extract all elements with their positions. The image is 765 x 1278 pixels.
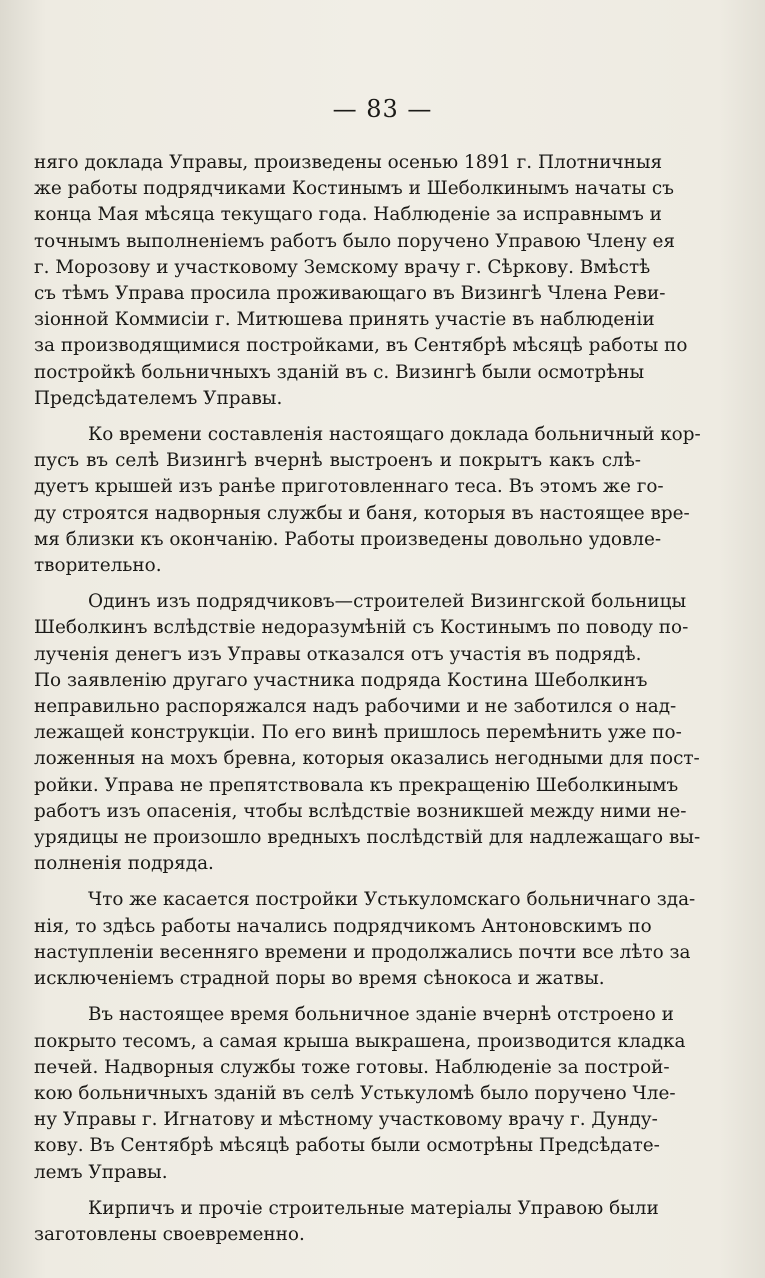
text-line: покрыто тесомъ, а самая крыша выкрашена, производится кладка (34, 1030, 686, 1052)
text-line: лемъ Управы. (34, 1161, 168, 1183)
text-line: полненія подряда. (34, 853, 214, 875)
text-line: лежащей конструкціи. По его винѣ пришлось перемѣнить уже по- (34, 722, 682, 744)
text-line: ройки. Управа не препятствовала къ прекращенію Шеболкинымъ (34, 774, 679, 796)
text-line: Ко времени составленія настоящаго доклада больничный кор- (88, 424, 701, 446)
paragraph (34, 1196, 659, 1248)
text-line: Въ настоящее время больничное зданіе вчернѣ отстроено и (88, 1004, 674, 1026)
text-line: конца Мая мѣсяца текущаго года. Наблюденіе за исправнымъ и (34, 204, 662, 226)
text-line: кою больничныхъ зданій въ селѣ Устькуломѣ было поручено Чле- (34, 1082, 676, 1104)
text-line: печей. Надворныя службы тоже готовы. Наблюденіе за построй- (34, 1056, 670, 1078)
text-line: ну Управы г. Игнатову и мѣстному участковому врачу г. Дунду- (34, 1109, 658, 1131)
text-line: г. Морозову и участковому Земскому врачу г. Сѣркову. Вмѣстѣ (34, 256, 651, 278)
text-line: нія, то здѣсь работы начались подрядчикомъ Антоновскимъ по (34, 915, 652, 937)
text-line: ду строятся надворныя службы и баня, которыя въ настоящее вре- (34, 502, 690, 524)
text-line: Что же касается постройки Устькуломскаго больничнаго зда- (88, 889, 696, 911)
text-line: наступленіи весенняго времени и продолжались почти все лѣто за (34, 941, 691, 963)
text-line: Шеболкинъ вслѣдствіе недоразумѣній съ Костинымъ по поводу по- (34, 617, 689, 639)
text-line: точнымъ выполненіемъ работъ было поручено Управою Члену ея (34, 230, 675, 252)
paragraph (34, 150, 688, 412)
text-line: работъ изъ опасенія, чтобы вслѣдствіе возникшей между ними не- (34, 800, 687, 822)
text-line: Предсѣдателемъ Управы. (34, 387, 283, 409)
text-line: лученія денегъ изъ Управы отказался отъ участія въ подрядѣ. (34, 643, 642, 665)
text-line: за производящимися постройками, въ Сентябрѣ мѣсяцѣ работы по (34, 335, 688, 357)
paragraph (34, 887, 696, 992)
text-line: неправильно распоряжался надъ рабочими и не заботился о над- (34, 696, 677, 718)
text-line: постройкѣ больничныхъ зданій въ с. Визингѣ были осмотрѣны (34, 361, 645, 383)
body-text (34, 150, 701, 1258)
text-line: По заявленію другаго участника подряда Костина Шеболкинъ (34, 669, 648, 691)
text-line: пусъ въ селѣ Визингѣ вчернѣ выстроенъ и покрытъ какъ слѣ- (34, 450, 641, 472)
text-line: творительно. (34, 555, 162, 577)
text-line: съ тѣмъ Управа просила проживающаго въ Визингѣ Члена Реви- (34, 283, 666, 305)
text-line: же работы подрядчиками Костинымъ и Шеболкинымъ начаты съ (34, 178, 674, 200)
text-line: зіонной Коммисіи г. Митюшева принять участіе въ наблюденіи (34, 309, 655, 331)
text-line: кову. Въ Сентябрѣ мѣсяцѣ работы были осмотрѣны Предсѣдате- (34, 1135, 660, 1157)
text-line: дуетъ крышей изъ ранѣе приготовленнаго теса. Въ этомъ же го- (34, 476, 664, 498)
text-line: няго доклада Управы, произведены осенью 1891 г. Плотничныя (34, 152, 663, 173)
text-line: мя близки къ окончанію. Работы произведены довольно удовле- (34, 528, 662, 550)
text-line: Кирпичъ и прочіе строительные матеріалы Управою были (88, 1197, 659, 1219)
text-line: исключеніемъ страдной поры во время сѣнокоса и жатвы. (34, 968, 605, 990)
page-number: — 83 — (332, 95, 433, 123)
text-line: Одинъ изъ подрядчиковъ—строителей Визингской больницы (88, 591, 687, 613)
text-line: заготовлены своевременно. (34, 1223, 305, 1245)
paragraph (34, 589, 701, 877)
paragraph (34, 1002, 686, 1185)
text-line: урядицы не произошло вредныхъ послѣдствій для надлежащаго вы- (34, 827, 701, 849)
paragraph (34, 422, 701, 579)
text-line: ложенныя на мохъ бревна, которыя оказались негодными для пост- (34, 748, 700, 770)
